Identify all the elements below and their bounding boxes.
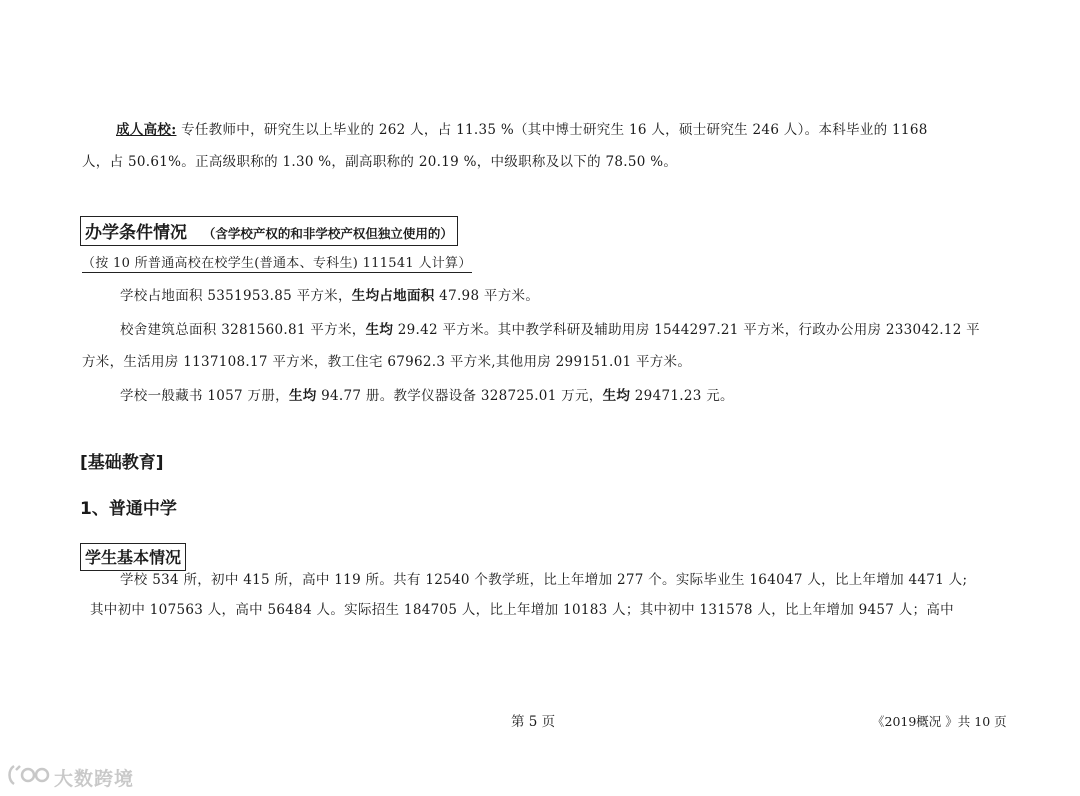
middle-school-heading: 1、普通中学: [80, 499, 177, 519]
footer-doc-info: 《2019概况 》共 10 页: [872, 714, 1007, 729]
conditions-basis-note: （按 10 所普通高校在校学生(普通本、专科生) 111541 人计算）: [82, 252, 472, 273]
adult-paragraph-line1: [116, 121, 928, 139]
land-text-c: 47.98 平方米。: [434, 288, 540, 304]
kanzhi-logo-icon: [6, 762, 54, 793]
adult-paragraph-line2: 人，占 50.61%。正高级职称的 1.30 %，副高职称的 20.19 %，中级职称及以下的 78.50 %。: [82, 154, 678, 170]
building-text-c: 29.42 平方米。其中教学科研及辅助用房 1544297.21 平方米，行政办公用房 233042.12 平: [393, 322, 980, 338]
students-heading: 学生基本情况: [80, 543, 186, 571]
books-line: [120, 387, 734, 405]
conditions-heading: [80, 216, 458, 246]
books-text-c: 94.77 册。教学仪器设备 328725.01 万元，: [316, 388, 603, 404]
books-text-a: 学校一般藏书 1057 万册，: [120, 388, 289, 404]
land-text-bold: 生均占地面积: [351, 288, 435, 304]
watermark: [6, 762, 134, 793]
building-line1: [120, 321, 980, 339]
adult-text-line1: 专任教师中，研究生以上毕业的 262 人，占 11.35 %（其中博士研究生 16 人，硕士研究生 246 人）。本科毕业的 1168: [181, 122, 928, 138]
building-line2: 方米，生活用房 1137108.17 平方米，教工住宅 67962.3 平方米,其他用房 299151.01 平方米。: [82, 354, 692, 370]
adult-label: 成人高校:: [116, 122, 177, 138]
watermark-text: 大数跨境: [54, 768, 135, 790]
land-text-a: 学校占地面积 5351953.85 平方米，: [120, 288, 352, 304]
students-line1: 学校 534 所，初中 415 所，高中 119 所。共有 12540 个教学班，比上年增加 277 个。实际毕业生 164047 人，比上年增加 4471 人;: [120, 572, 968, 588]
conditions-title-note: （含学校产权的和非学校产权但独立使用的）: [202, 226, 453, 241]
books-text-bold1: 生均: [288, 388, 317, 404]
building-text-bold: 生均: [365, 322, 394, 338]
books-text-bold2: 生均: [602, 388, 631, 404]
land-line: [120, 287, 539, 305]
building-text-a: 校舍建筑总面积 3281560.81 平方米，: [120, 322, 366, 338]
basic-education-heading: [基础教育]: [80, 453, 164, 473]
students-line2: 其中初中 107563 人，高中 56484 人。实际招生 184705 人，比上年增加 10183 人；其中初中 131578 人，比上年增加 9457 人；高中: [90, 602, 954, 618]
books-text-e: 29471.23 元。: [630, 388, 734, 404]
conditions-title: 办学条件情况: [85, 223, 187, 243]
footer-page-number: 第 5 页: [511, 714, 556, 730]
